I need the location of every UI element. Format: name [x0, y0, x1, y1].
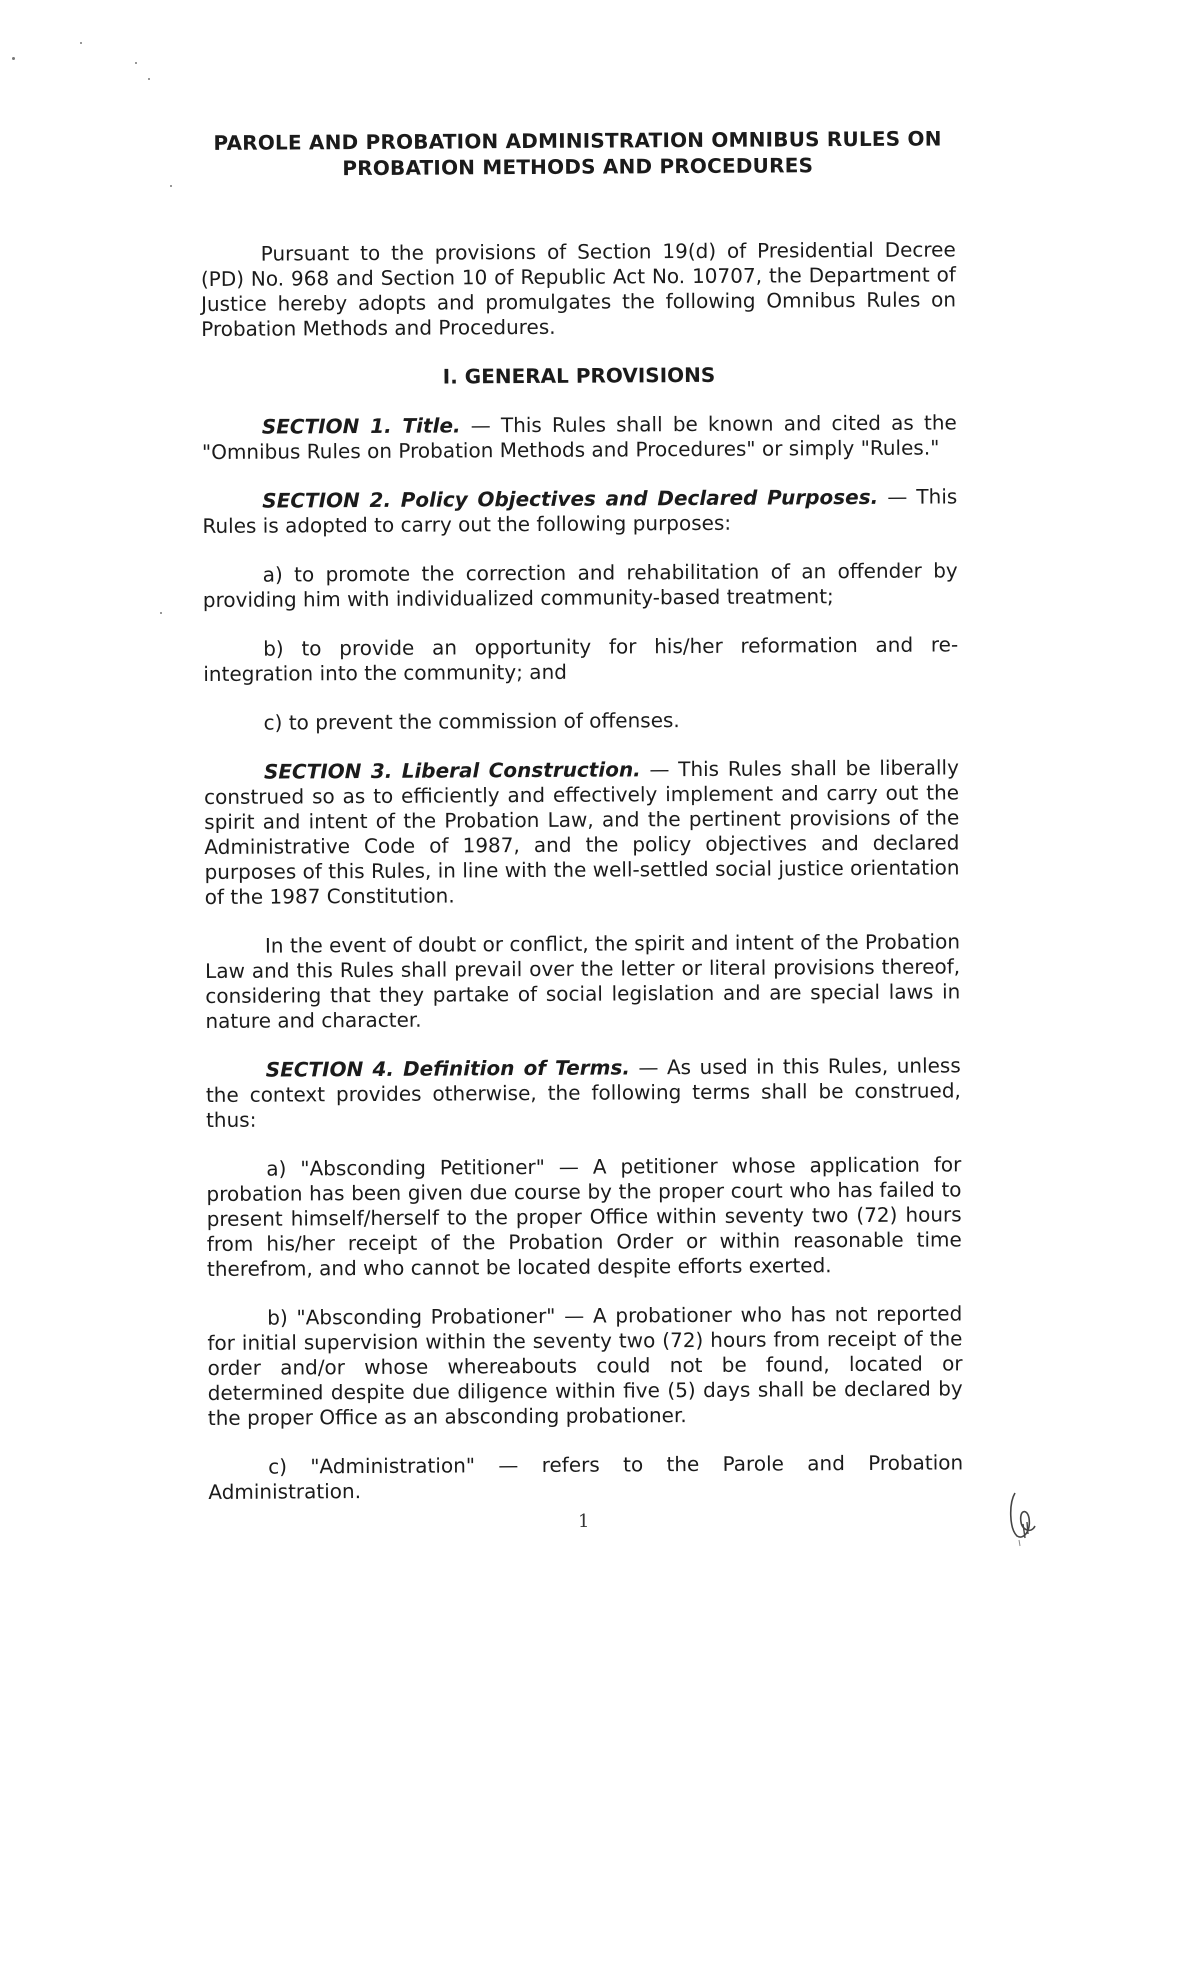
section-4-item-c: c) "Administration" — refers to the Parole and Probation Administration.: [208, 1450, 964, 1504]
section-3-paragraph-2: In the event of doubt or conflict, the spirit and intent of the Probation Law and this Rules shall prevail over the letter or literal provisions thereof, considering that they partake of social legislation and are special laws in nature and character.: [205, 929, 961, 1033]
section-2-item-c: c) to prevent the commission of offenses.: [263, 708, 680, 735]
scan-speck: [135, 62, 137, 64]
section-3: [204, 755, 960, 910]
part-heading: I. GENERAL PROVISIONS: [442, 362, 716, 389]
section-2-item-b: b) to provide an opportunity for his/her reformation and re-integration into the community; and: [203, 632, 959, 686]
section-4: [206, 1053, 961, 1133]
scan-speck: [12, 57, 15, 60]
initials-signature: [1005, 1488, 1045, 1548]
section-2: [202, 484, 957, 539]
section-2-text: — This Rules is adopted to carry out the following purposes:: [202, 484, 958, 538]
section-4-label: SECTION 4. Definition of Terms.: [265, 1055, 630, 1082]
section-1-text: — This Rules shall be known and cited as the "Omnibus Rules on Probation Methods and Procedures" or simply "Rules.": [201, 410, 957, 464]
section-4-text: — As used in this Rules, unless the context provides otherwise, the following terms shall be construed, thus:: [205, 1053, 961, 1132]
section-4-item-a: a) "Absconding Petitioner" — A petitioner whose application for probation has been given due course by the proper court who has failed to present himself/herself to the proper Office within seventy two (72) hours from his/her receipt of the Probation Order or within reasonable time therefrom, and who cannot be located despite efforts exerted.: [206, 1152, 962, 1281]
title-line-1: PAROLE AND PROBATION ADMINISTRATION OMNIBUS RULES ON: [213, 126, 942, 155]
section-1: [202, 410, 957, 465]
intro-paragraph: Pursuant to the provisions of Section 19(d) of Presidential Decree (PD) No. 968 and Section 10 of Republic Act No. 10707, the Department of Justice hereby adopts and promulgates the following Omnibus Rules on Probation Methods and Procedures.: [200, 237, 957, 341]
document-page: [200, 125, 963, 1505]
section-2-label: SECTION 2. Policy Objectives and Declared Purposes.: [262, 484, 879, 513]
section-3-label: SECTION 3. Liberal Construction.: [263, 757, 641, 784]
section-1-label: SECTION 1. Title.: [261, 413, 461, 439]
scan-speck: [170, 185, 172, 187]
section-4-item-b: b) "Absconding Probationer" — A probationer who has not reported for initial supervision within the seventy two (72) hours from receipt of the order and/or whose whereabouts could not be found, located or determined despite due diligence within five (5) days shall be declared by the proper Office as an absconding probationer.: [207, 1301, 963, 1430]
document-title: [200, 125, 955, 182]
section-3-text: — This Rules shall be liberally construed so as to efficiently and effectively implement and carry out the spirit and intent of the Probation Law, and the pertinent provisions of the Administrative Code of 1987, and the policy objectives and declared purposes of this Rules, in line with the well-settled social justice orientation of the 1987 Constitution.: [204, 755, 960, 909]
section-2-item-a: a) to promote the correction and rehabilitation of an offender by providing him with individualized community-based treatment;: [202, 558, 958, 612]
page-number: 1: [578, 1511, 590, 1532]
title-line-2: PROBATION METHODS AND PROCEDURES: [342, 153, 814, 181]
scan-speck: [160, 612, 162, 614]
scan-speck: [148, 78, 150, 80]
scan-speck: [80, 42, 82, 44]
